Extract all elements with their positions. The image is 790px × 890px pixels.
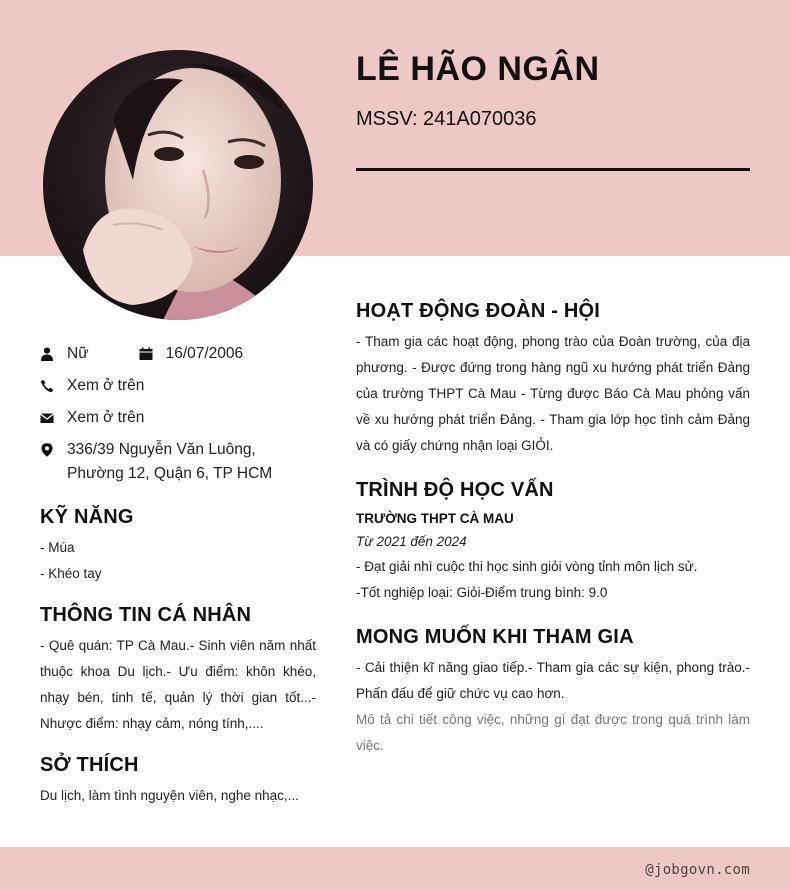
gender-value: Nữ (67, 345, 89, 362)
activities-text: - Tham gia các hoạt động, phong trào của Đoàn trường, của địa phương. - Được đứng trong hàng ngũ xu hướng phát triển Đảng của trường THPT Cà Mau - Từng được Báo Cà Mau phỏng vấn về xu hướng phát triển Đảng. - Tham gia lớp học tình cảm Đảng và có giấy chứng nhận loại GIỎI. (356, 334, 750, 453)
skills-list (40, 535, 316, 587)
student-id: MSSV: 241A070036 (356, 108, 537, 130)
goals-title: MONG MUỐN KHI THAM GIA (356, 626, 634, 648)
school-name: TRƯỜNG THPT CÀ MAU (356, 511, 514, 526)
profile-photo-illustration (43, 50, 313, 320)
education-title: TRÌNH ĐỘ HỌC VẤN (356, 479, 554, 501)
address-line-2: Phường 12, Quận 6, TP HCM (67, 465, 273, 482)
left-column (40, 342, 316, 809)
goals-text: - Cải thiện kĩ năng giao tiếp.- Tham gia các sự kiện, phong trào.- Phấn đấu để giữ chức vụ cao hơn. (356, 660, 750, 701)
footer-watermark: @jobgovn.com (645, 862, 750, 878)
envelope-icon (40, 406, 54, 430)
right-column (356, 300, 750, 759)
header-divider (356, 168, 750, 171)
email-row (40, 406, 316, 430)
profile-photo (43, 50, 313, 320)
phone-row (40, 374, 316, 398)
study-years: Từ 2021 đến 2024 (356, 534, 467, 549)
education-line-2: -Tốt nghiệp loại: Giỏi-Điểm trung bình: 9.0 (356, 585, 608, 600)
address-line-1: 336/39 Nguyễn Văn Luông, (67, 441, 256, 458)
personal-info-title: THÔNG TIN CÁ NHÂN (40, 604, 252, 626)
personal-info-text: - Quê quán: TP Cà Mau.- Sinh viên năm nhất thuộc khoa Du lịch.- Ưu điểm: khôn khéo, nhạy bén, tinh tế, quản lý thời gian tốt...- Nhược điểm: nhạy cảm, nóng tính,.... (40, 638, 316, 731)
hobbies-title: SỞ THÍCH (40, 754, 139, 776)
calendar-icon (139, 342, 153, 366)
hobbies-text: Du lịch, làm tình nguyện viên, nghe nhạc,... (40, 788, 299, 803)
skill-item: - Múa (40, 540, 75, 555)
education-line-1: - Đạt giải nhì cuộc thi học sinh giỏi vòng tỉnh môn lịch sử. (356, 559, 698, 574)
email-value: Xem ở trên (67, 409, 145, 426)
birthdate-value: 16/07/2006 (165, 345, 244, 362)
location-pin-icon (40, 438, 54, 462)
candidate-name: LÊ HÃO NGÂN (356, 50, 600, 88)
address-value (67, 438, 272, 486)
person-icon (40, 342, 54, 366)
gender-birthdate-row (40, 342, 316, 366)
address-row (40, 438, 316, 486)
phone-icon (40, 374, 54, 398)
skill-item: - Khéo tay (40, 566, 102, 581)
goals-placeholder-text: Mô tả chi tiết công việc, những gì đạt được trong quá trình làm việc. (356, 712, 750, 753)
skills-title: KỸ NĂNG (40, 506, 134, 528)
phone-value: Xem ở trên (67, 377, 145, 394)
activities-title: HOẠT ĐỘNG ĐOÀN - HỘI (356, 300, 600, 322)
